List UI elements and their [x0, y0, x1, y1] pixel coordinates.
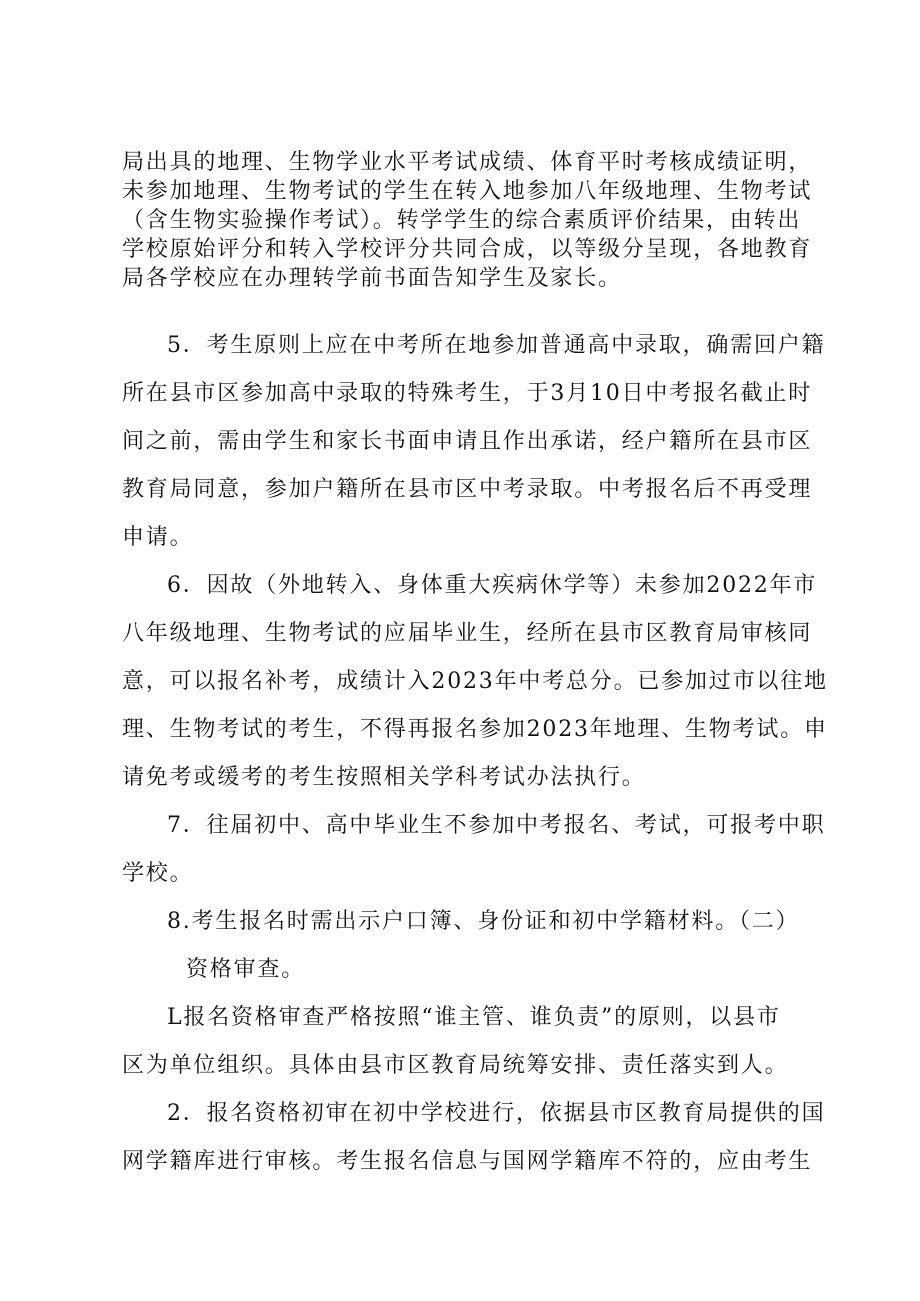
text-line: 申请。	[122, 525, 194, 550]
text-line: 学校。	[122, 861, 194, 886]
text-line: 八年级地理、生物考试的应届毕业生，经所在县市区教育局审核同	[122, 621, 813, 646]
item-6-line: 6．因故（外地转入、身体重大疾病休学等）未参加2022年市	[167, 573, 818, 598]
paragraph-continuation	[122, 148, 812, 293]
text-line: 教育局同意，参加户籍所在县市区中考录取。中考报名后不再受理	[122, 477, 813, 502]
text-line: 学校原始评分和转入学校评分共同合成，以等级分呈现，各地教育	[122, 237, 813, 262]
review-item-1-line: L报名资格审查严格按照“谁主管、谁负责”的原则，以县市	[167, 1005, 781, 1030]
text-line: 未参加地理、生物考试的学生在转入地参加八年级地理、生物考试	[122, 179, 813, 204]
item-5-line: 5．考生原则上应在中考所在地参加普通高中录取，确需回户籍	[167, 333, 826, 358]
text-line: 请免考或缓考的考生按照相关学科考试办法执行。	[122, 765, 646, 790]
text-line: 局各学校应在办理转学前书面告知学生及家长。	[122, 266, 622, 291]
item-7-line: 7．往届初中、高中毕业生不参加中考报名、考试，可报考中职	[167, 813, 826, 838]
text-line: 区为单位组织。具体由县市区教育局统筹安排、责任落实到人。	[122, 1053, 789, 1078]
document-body	[122, 322, 828, 1186]
text-line: 意，可以报名补考，成绩计入2023年中考总分。已参加过市以往地	[122, 669, 828, 694]
text-line: 所在县市区参加高中录取的特殊考生，于3月10日中考报名截止时	[122, 381, 812, 406]
text-line: 理、生物考试的考生，不得再报名参加2023年地理、生物考试。申	[122, 717, 828, 742]
text-line: 网学籍库进行审核。考生报名信息与国网学籍库不符的，应由考生	[122, 1149, 813, 1174]
item-8-line: 8.考生报名时需出示户口簿、身份证和初中学籍材料。（二）	[167, 909, 800, 934]
review-item-2-line: 2．报名资格初审在初中学校进行，依据县市区教育局提供的国	[167, 1101, 826, 1126]
text-line: （含生物实验操作考试）。转学学生的综合素质评价结果，由转出	[122, 208, 802, 233]
section-heading-qualification: 资格审查。	[186, 957, 306, 982]
text-line: 间之前，需由学生和家长书面申请且作出承诺，经户籍所在县市区	[122, 429, 813, 454]
text-line: 局出具的地理、生物学业水平考试成绩、体育平时考核成绩证明，	[122, 150, 813, 175]
